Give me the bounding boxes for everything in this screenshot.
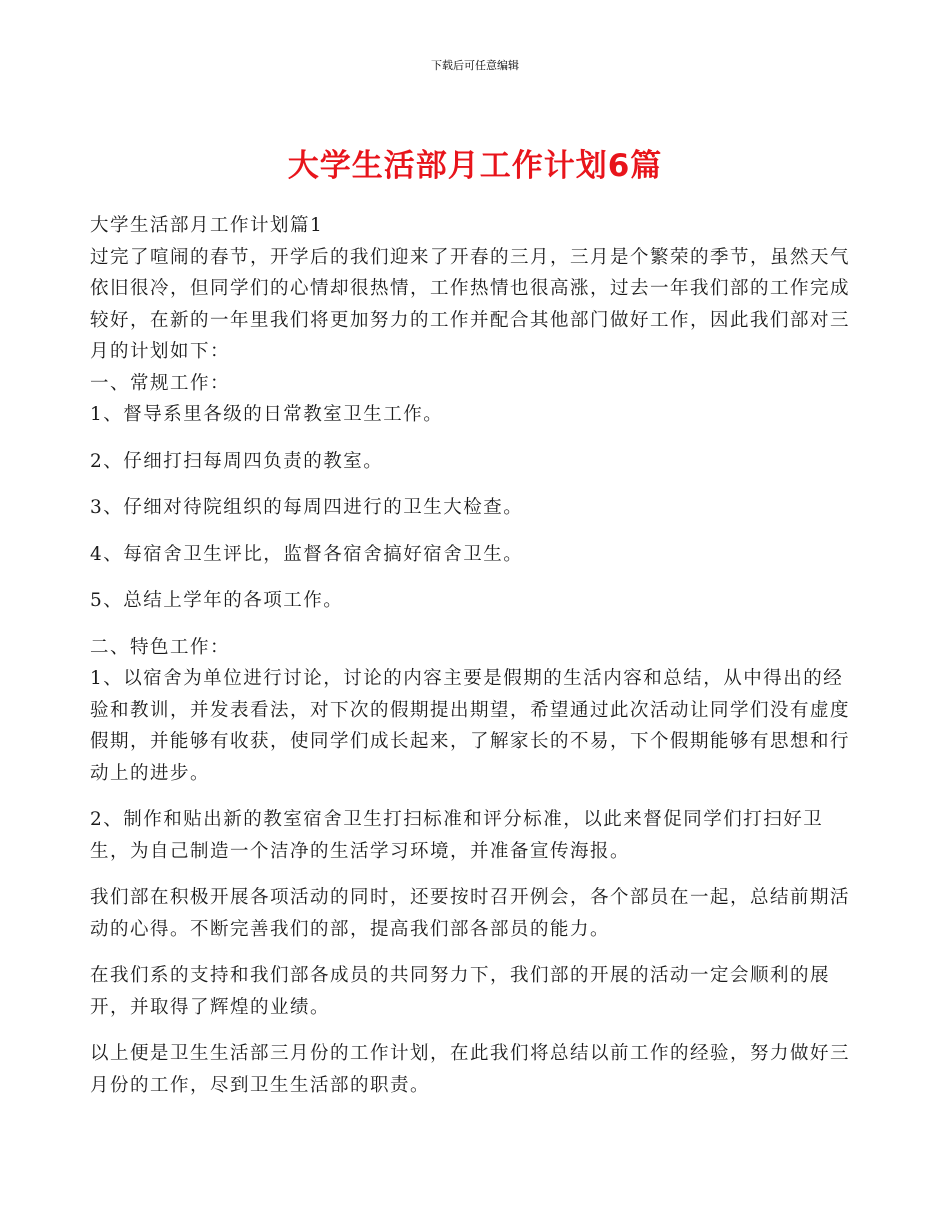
section-subtitle: 大学生活部月工作计划篇1 bbox=[90, 215, 324, 236]
special-item: 2、制作和贴出新的教室宿舍卫生打扫标准和评分标准，以此来督促同学们打扫好卫生，为自己制造一个洁净的生活学习环境，并准备宣传海报。 bbox=[90, 809, 824, 862]
body-paragraph: 以上便是卫生生活部三月份的工作计划，在此我们将总结以前工作的经验，努力做好三月份的工作，尽到卫生生活部的职责。 bbox=[90, 1043, 851, 1096]
document-title: 大学生活部月工作计划6篇 bbox=[287, 148, 663, 184]
header-note: 下载后可任意编辑 bbox=[431, 59, 519, 72]
document-body bbox=[90, 210, 860, 1101]
body-paragraph: 我们部在积极开展各项活动的同时，还要按时召开例会，各个部员在一起，总结前期活动的心得。不断完善我们的部，提高我们部各部员的能力。 bbox=[90, 887, 851, 940]
intro-paragraph: 过完了喧闹的春节，开学后的我们迎来了开春的三月，三月是个繁荣的季节，虽然天气依旧很冷，但同学们的心情却很热情，工作热情也很高涨，过去一年我们部的工作完成较好，在新的一年里我们将更加努力的工作并配合其他部门做好工作，因此我们部对三月的计划如下： bbox=[90, 246, 851, 362]
routine-item: 5、总结上学年的各项工作。 bbox=[90, 590, 344, 611]
section-heading-routine: 一、常规工作： bbox=[90, 372, 231, 394]
routine-item: 4、每宿舍卫生评比，监督各宿舍搞好宿舍卫生。 bbox=[90, 543, 524, 565]
routine-item: 3、仔细对待院组织的每周四进行的卫生大检查。 bbox=[90, 497, 524, 518]
section-heading-special: 二、特色工作： bbox=[90, 636, 231, 658]
special-item: 1、以宿舍为单位进行讨论，讨论的内容主要是假期的生活内容和总结，从中得出的经验和教训，并发表看法，对下次的假期提出期望，希望通过此次活动让同学们没有虚度假期，并能够有收获，使同学们成长起来，了解家长的不易，下个假期能够有思想和行动上的进步。 bbox=[90, 668, 851, 784]
body-paragraph: 在我们系的支持和我们部各成员的共同努力下，我们部的开展的活动一定会顺利的展开，并取得了辉煌的业绩。 bbox=[90, 965, 831, 1018]
routine-item: 2、仔细打扫每周四负责的教室。 bbox=[90, 450, 384, 472]
routine-item: 1、督导系里各级的日常教室卫生工作。 bbox=[90, 404, 444, 425]
